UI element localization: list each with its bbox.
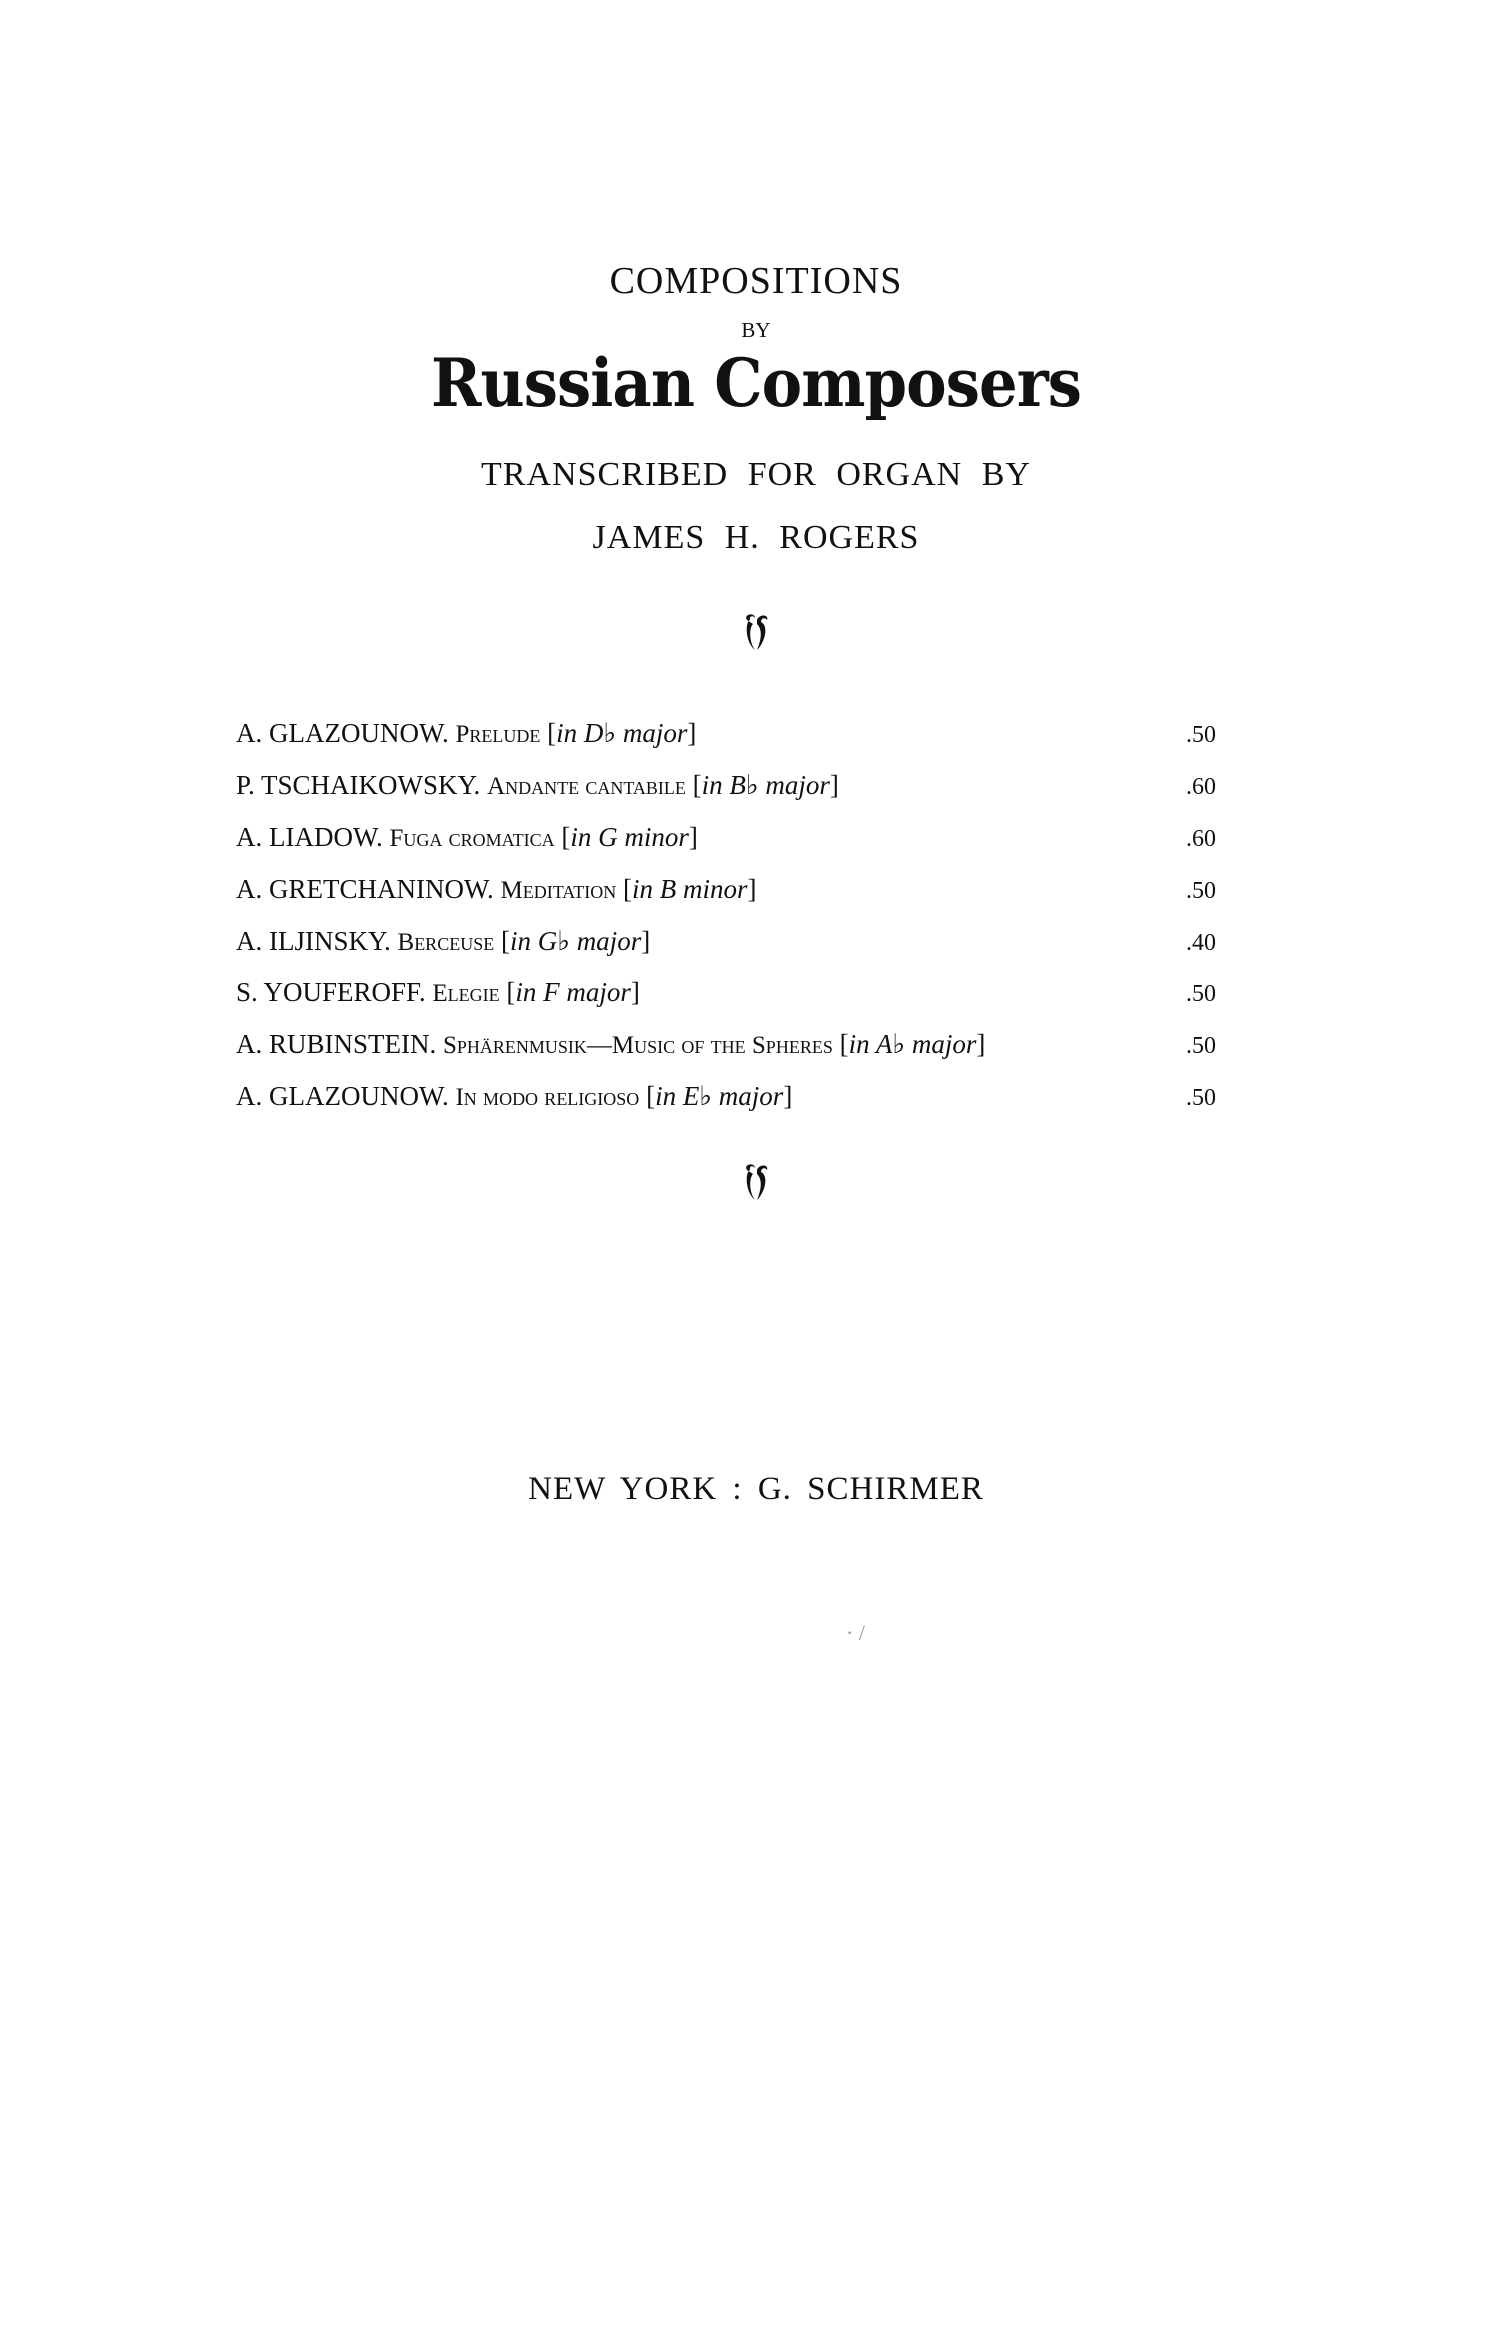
subtitle-transcribed: TRANSCRIBED FOR ORGAN BY — [481, 456, 1031, 493]
work-key: in B♭ major — [701, 769, 830, 800]
key-bracket-open: [ — [561, 821, 571, 852]
work-price: .40 — [1186, 929, 1216, 956]
work-row — [236, 1081, 1216, 1133]
heading-compositions: COMPOSITIONS — [609, 260, 903, 302]
work-row — [236, 977, 1216, 1029]
key-bracket-close: ] — [641, 925, 651, 956]
work-key: in B minor — [632, 873, 748, 904]
arranger-name: JAMES H. ROGERS — [592, 519, 920, 556]
work-price: .50 — [1186, 722, 1216, 748]
stray-mark: · / — [846, 1620, 865, 1645]
key-bracket-close: ] — [687, 718, 697, 748]
composer-name: A. GLAZOUNOW. — [236, 718, 449, 748]
work-price: .60 — [1186, 825, 1216, 852]
key-bracket-open: [ — [506, 977, 516, 1008]
work-row — [236, 926, 1216, 978]
publisher-imprint: NEW YORK : G. SCHIRMER — [528, 1471, 984, 1507]
composer-name: A. LIADOW. — [236, 821, 383, 852]
work-key: in A♭ major — [848, 1029, 977, 1060]
composer-name: A. RUBINSTEIN. — [236, 1029, 437, 1060]
key-bracket-close: ] — [747, 873, 757, 904]
work-title: Andante cantabile — [487, 772, 686, 800]
work-title: Elegie — [432, 980, 500, 1008]
composer-name: A. GRETCHANINOW. — [236, 873, 494, 904]
fleuron-icon — [741, 1162, 771, 1202]
work-title: Prelude — [455, 721, 541, 748]
work-price: .50 — [1186, 1033, 1216, 1060]
key-bracket-open: [ — [623, 873, 633, 904]
key-bracket-open: [ — [646, 1081, 656, 1112]
composer-name: P. TSCHAIKOWSKY. — [236, 769, 481, 800]
work-title: In modo religioso — [455, 1084, 640, 1112]
work-key: in F major — [515, 977, 631, 1008]
work-key: in G minor — [570, 821, 689, 852]
key-bracket-open: [ — [547, 718, 557, 748]
work-title: Sphärenmusik—Music of the Spheres — [443, 1032, 833, 1060]
heading-by: BY — [741, 318, 771, 342]
work-price: .50 — [1186, 877, 1216, 904]
work-key: in D♭ major — [556, 718, 688, 748]
fleuron-icon — [741, 612, 771, 652]
works-list — [236, 718, 1216, 1133]
work-price: .50 — [1186, 981, 1216, 1008]
composer-name: A. GLAZOUNOW. — [236, 1081, 449, 1112]
key-bracket-close: ] — [630, 977, 640, 1008]
work-row — [236, 718, 1216, 770]
work-price: .50 — [1186, 1085, 1216, 1112]
key-bracket-open: [ — [500, 925, 510, 956]
work-key: in G♭ major — [509, 925, 642, 956]
work-title: Berceuse — [397, 928, 495, 956]
key-bracket-open: [ — [692, 769, 702, 800]
work-title: Fuga cromatica — [389, 824, 555, 852]
key-bracket-close: ] — [783, 1081, 793, 1112]
work-row — [236, 1029, 1216, 1081]
work-row — [236, 770, 1216, 822]
work-row — [236, 874, 1216, 926]
key-bracket-close: ] — [829, 769, 839, 800]
work-title: Meditation — [500, 876, 617, 904]
work-key: in E♭ major — [655, 1081, 784, 1112]
key-bracket-close: ] — [976, 1029, 986, 1060]
page-title: Russian Composers — [430, 344, 1082, 422]
composer-name: A. ILJINSKY. — [236, 925, 391, 956]
composer-name: S. YOUFEROFF. — [236, 977, 426, 1008]
key-bracket-open: [ — [839, 1029, 849, 1060]
key-bracket-close: ] — [688, 821, 698, 852]
work-price: .60 — [1186, 773, 1216, 800]
work-row — [236, 822, 1216, 874]
